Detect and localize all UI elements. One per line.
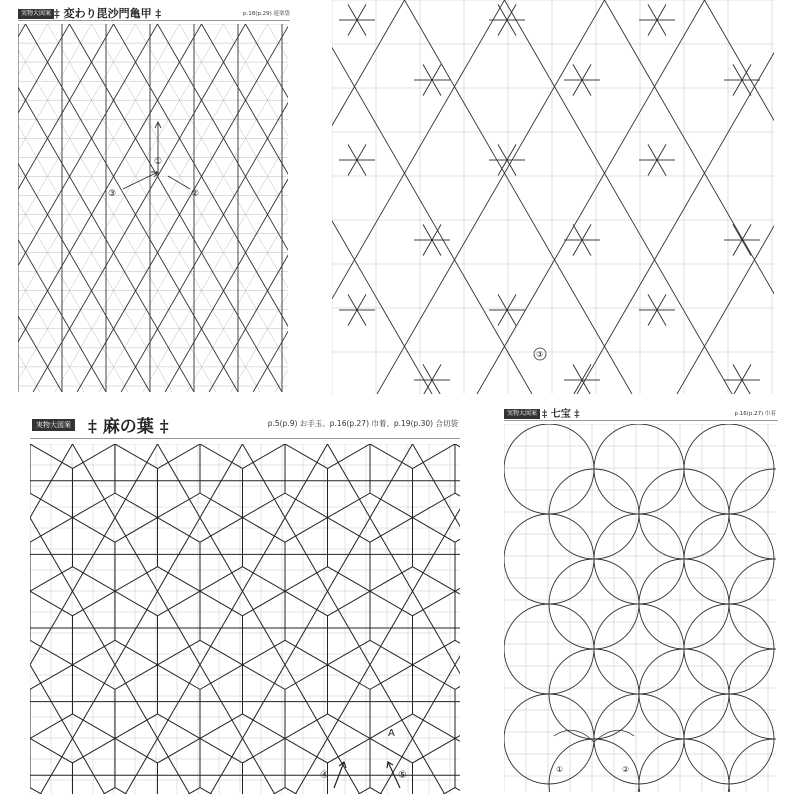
star-lines (332, 0, 774, 394)
arrow-left-icon (123, 172, 158, 189)
star-hexagon-pattern (332, 0, 774, 394)
page-asanoha (0, 398, 476, 794)
guide-grid (504, 424, 776, 792)
kikko-lines (18, 24, 288, 392)
step-marker-3: ③ (536, 350, 544, 359)
page-shippo (488, 398, 794, 794)
step-marker-2: ② (622, 765, 630, 774)
header-rule (18, 20, 290, 21)
star-clusters (339, 4, 760, 394)
arrow-right-icon (168, 176, 190, 189)
page-bishamon-kikko (8, 0, 300, 392)
asanoha-pattern (30, 444, 460, 794)
header-rule (30, 438, 460, 439)
step-marker-1: ① (154, 157, 163, 167)
page-tag: 実物大図案 (18, 9, 54, 19)
page-reference: p.18(p.29) 遊楽袋 (242, 11, 290, 17)
step-marker-2: ② (191, 189, 200, 199)
page-reference: p.16(p.27) 巾着 (734, 411, 776, 417)
bishamon-kikko-pattern (18, 24, 288, 392)
page-tag: 実物大図案 (504, 409, 540, 419)
page-star-hexagon (332, 0, 774, 394)
page-tag: 実物大図案 (32, 419, 75, 431)
step-marker-4: ④ (320, 770, 329, 781)
point-marker-a: A (388, 728, 395, 739)
step-marker-1: ① (556, 765, 564, 774)
page-title: ‡ 変わり毘沙門亀甲 ‡ (54, 7, 162, 20)
page-reference: p.5(p.9) お手玉、p.16(p.27) 巾着、p.19(p.30) 合切袋 (267, 419, 458, 428)
page-title: ‡ 麻の葉 ‡ (88, 417, 169, 437)
shippo-pattern (504, 424, 776, 792)
step-marker-3: ③ (108, 189, 117, 199)
page-title: ‡ 七宝 ‡ (542, 409, 580, 420)
header-rule (504, 420, 778, 421)
asanoha-lines (30, 444, 460, 794)
guide-grid (30, 444, 460, 794)
shippo-circles (504, 424, 776, 792)
step-marker-5: ⑤ (398, 770, 407, 781)
